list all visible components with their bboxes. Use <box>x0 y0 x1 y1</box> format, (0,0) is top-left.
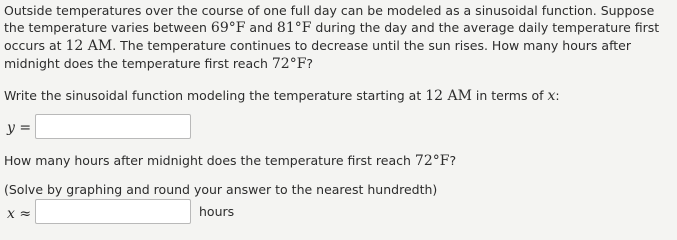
y-equals-label: y = <box>7 120 32 136</box>
part2-target-temperature: 72°F <box>414 153 450 169</box>
part1-variable: x <box>547 88 556 104</box>
function-answer-input[interactable] <box>35 114 191 139</box>
part2-prompt <box>4 153 456 169</box>
problem-intro-text: ? <box>306 56 314 71</box>
problem-statement <box>4 2 664 73</box>
part1-colon: : <box>555 88 560 103</box>
part1-prompt-text: in terms of <box>471 88 548 103</box>
problem-intro-text: Outside temperatures over the course of one full day can be modeled as a sinusoidal function. Suppose the temperature varies between <box>4 3 655 35</box>
part1-prompt-text: Write the sinusoidal function modeling the temperature starting at <box>4 88 426 103</box>
problem-intro-text: . The temperature continues to decrease until the sun rises. How many hours after midnight does the temperature first reach <box>4 38 631 71</box>
hours-answer-input[interactable] <box>35 199 191 224</box>
problem-intro-text: during the day and the average daily temperature first occurs at <box>4 20 660 53</box>
high-temperature: 81°F <box>276 20 312 36</box>
part1-start-time: 12 AM <box>425 88 472 104</box>
problem-intro-text: and <box>245 20 277 35</box>
target-temperature: 72°F <box>271 56 307 72</box>
part2-prompt-text: How many hours after midnight does the temperature first reach <box>4 153 415 168</box>
part1-prompt <box>4 88 560 104</box>
low-temperature: 69°F <box>210 20 246 36</box>
graphing-instruction: (Solve by graphing and round your answer to the nearest hundredth) <box>4 182 438 197</box>
average-time: 12 AM <box>65 38 113 54</box>
part2-prompt-text: ? <box>449 153 457 168</box>
x-approx-label: x ≈ <box>7 206 32 222</box>
hours-unit-label: hours <box>199 204 235 219</box>
